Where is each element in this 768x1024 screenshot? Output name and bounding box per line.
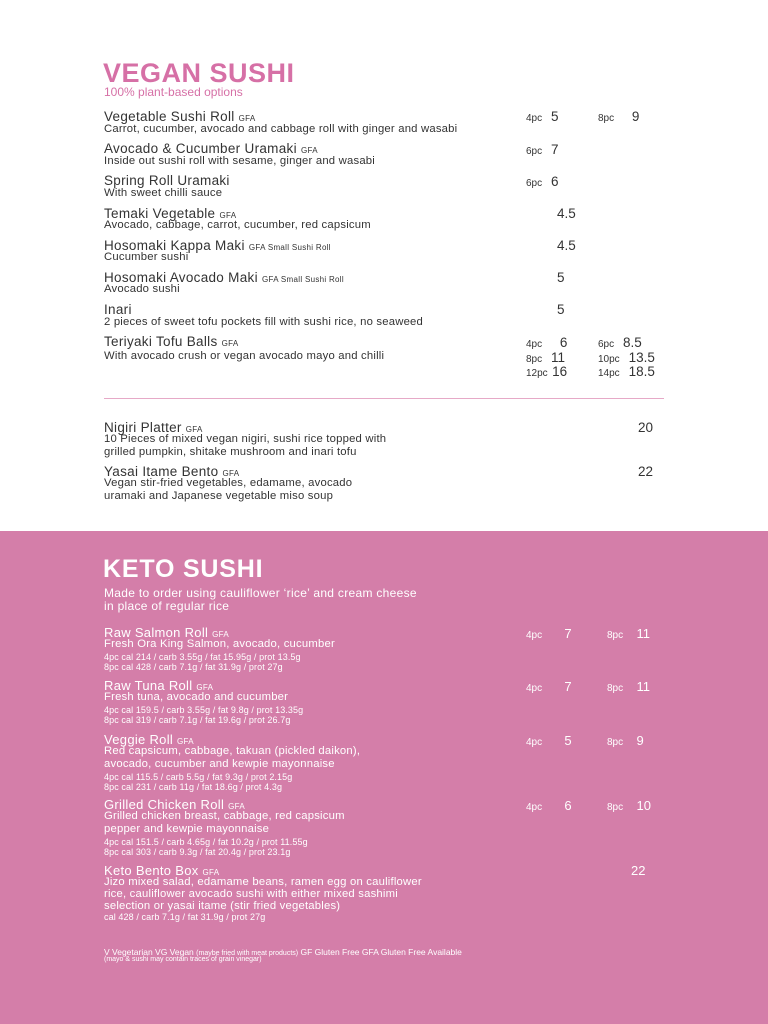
dietary-legend-note: (mayo & sushi may contain traces of grain vinegar) (104, 956, 262, 963)
gfa-tag: GFA (185, 425, 203, 434)
menu-item-name: Vegetable Sushi Roll GFA (104, 109, 256, 124)
menu-item-name: Yasai Itame Bento GFA (104, 464, 240, 479)
menu-item-name: Hosomaki Avocado Maki GFA Small Sushi Roll (104, 270, 344, 285)
price: 8pc 11 (607, 679, 650, 694)
menu-item-desc: uramaki and Japanese vegetable miso soup (104, 490, 334, 502)
menu-item-desc: Vegan stir-fried vegetables, edamame, avocado (104, 477, 353, 489)
menu-item-desc: With avocado crush or vegan avocado mayo and chilli (104, 350, 385, 362)
gfa-tag: GFA Small Sushi Roll (261, 275, 344, 284)
vegan-title: VEGAN SUSHI (103, 58, 295, 88)
menu-item-desc: 2 pieces of sweet tofu pockets fill with sushi rice, no seaweed (104, 316, 424, 328)
menu-item-desc: Carrot, cucumber, avocado and cabbage roll with ginger and wasabi (104, 123, 458, 135)
nutrition-info: 4pc cal 159.5 / carb 3.55g / fat 9.8g / prot 13.35g (104, 705, 304, 715)
price: 6pc 7 (526, 142, 559, 157)
gfa-tag: GFA (228, 802, 245, 811)
price: 4pc 7 (526, 679, 572, 694)
menu-item-name: Keto Bento Box GFA (104, 863, 220, 878)
gfa-tag: GFA (202, 868, 220, 877)
price: 6pc 6 (526, 174, 559, 189)
price: 4.5 (557, 206, 576, 221)
section-divider (104, 398, 664, 399)
menu-item-name: Hosomaki Kappa Maki GFA Small Sushi Roll (104, 238, 331, 253)
gfa-tag: GFA (222, 469, 240, 478)
nutrition-info: cal 428 / carb 7.1g / fat 31.9g / prot 27g (104, 912, 266, 922)
menu-item-name: Avocado & Cucumber Uramaki GFA (104, 141, 318, 156)
menu-item-desc: Cucumber sushi (104, 251, 189, 263)
price: 20 (638, 420, 654, 435)
price: 10pc 13.5 (598, 350, 655, 365)
menu-item-desc: Avocado sushi (104, 283, 180, 295)
gfa-tag: GFA (177, 737, 194, 746)
price: 8pc 10 (607, 798, 651, 813)
menu-item-name: Spring Roll Uramaki (104, 173, 230, 188)
menu-item-name: Teriyaki Tofu Balls GFA (104, 334, 239, 349)
price: 4pc 6 (526, 335, 568, 350)
menu-item-name: Raw Tuna Roll GFA (104, 678, 214, 693)
gfa-tag: GFA (300, 146, 318, 155)
nutrition-info: 8pc cal 319 / carb 7.1g / fat 19.6g / prot 26.7g (104, 715, 291, 725)
gfa-tag: GFA (219, 211, 237, 220)
menu-item-desc: Red capsicum, cabbage, takuan (pickled daikon), (104, 745, 361, 757)
menu-item-desc: 10 Pieces of mixed vegan nigiri, sushi rice topped with (104, 433, 387, 445)
nutrition-info: 4pc cal 151.5 / carb 4.65g / fat 10.2g / prot 11.55g (104, 837, 308, 847)
nutrition-info: 8pc cal 231 / carb 11g / fat 18.6g / prot 4.3g (104, 782, 283, 792)
menu-item-desc: rice, cauliflower avocado sushi with either mixed sashimi (104, 888, 398, 900)
menu-item-desc: Inside out sushi roll with sesame, ginger and wasabi (104, 155, 375, 167)
price: 4pc 5 (526, 109, 559, 124)
menu-item-name: Grilled Chicken Roll GFA (104, 797, 245, 812)
menu-item-name: Nigiri Platter GFA (104, 420, 203, 435)
price: 5 (557, 270, 565, 285)
menu-item-name: Veggie Roll GFA (104, 732, 194, 747)
price: 8pc 9 (598, 109, 640, 124)
price: 12pc 16 (526, 364, 568, 379)
keto-title: KETO SUSHI (103, 555, 264, 583)
menu-item-desc: Grilled chicken breast, cabbage, red capsicum (104, 810, 345, 822)
price: 14pc 18.5 (598, 364, 655, 379)
nutrition-info: 4pc cal 214 / carb 3.55g / fat 15.95g / prot 13.5g (104, 652, 301, 662)
keto-subtitle: in place of regular rice (104, 599, 230, 613)
keto-section (0, 531, 768, 1024)
nutrition-info: 8pc cal 428 / carb 7.1g / fat 31.9g / prot 27g (104, 662, 283, 672)
gfa-tag: GFA (238, 114, 256, 123)
menu-item-name: Raw Salmon Roll GFA (104, 625, 230, 640)
price: 8pc 9 (607, 733, 644, 748)
price: 4pc 5 (526, 733, 572, 748)
price: 4pc 6 (526, 798, 572, 813)
price: 5 (557, 302, 565, 317)
price: 6pc 8.5 (598, 335, 642, 350)
keto-subtitle: Made to order using cauliflower ‘rice’ and cream cheese (104, 586, 417, 600)
price: 22 (638, 464, 654, 479)
menu-item-desc: With sweet chilli sauce (104, 187, 223, 199)
price: 4.5 (557, 238, 576, 253)
menu-item-desc: avocado, cucumber and kewpie mayonnaise (104, 758, 335, 770)
menu-item-name: Inari (104, 302, 132, 317)
menu-item-desc: pepper and kewpie mayonnaise (104, 823, 270, 835)
price: 8pc 11 (526, 350, 566, 365)
menu-item-desc: grilled pumpkin, shitake mushroom and inari tofu (104, 446, 357, 458)
gfa-tag: GFA (221, 339, 239, 348)
nutrition-info: 4pc cal 115.5 / carb 5.5g / fat 9.3g / prot 2.15g (104, 772, 293, 782)
price: 22 (631, 863, 646, 878)
nutrition-info: 8pc cal 303 / carb 9.3g / fat 20.4g / prot 23.1g (104, 847, 291, 857)
gfa-tag: GFA (196, 683, 214, 692)
gfa-tag: GFA (212, 630, 230, 639)
vegan-subtitle: 100% plant-based options (104, 85, 243, 99)
gfa-tag: GFA Small Sushi Roll (248, 243, 331, 252)
price: 8pc 11 (607, 626, 650, 641)
menu-item-desc: Jizo mixed salad, edamame beans, ramen egg on cauliflower (104, 876, 422, 888)
menu-item-desc: Avocado, cabbage, carrot, cucumber, red capsicum (104, 219, 371, 231)
menu-item-desc: Fresh Ora King Salmon, avocado, cucumber (104, 638, 335, 650)
menu-item-desc: selection or yasai itame (stir fried vegetables) (104, 900, 341, 912)
menu-item-name: Temaki Vegetable GFA (104, 206, 237, 221)
price: 4pc 7 (526, 626, 572, 641)
menu-item-desc: Fresh tuna, avocado and cucumber (104, 691, 289, 703)
dietary-legend: V Vegetarian VG Vegan (maybe fried with meat products) GF Gluten Free GFA Gluten Free Available (104, 947, 462, 957)
